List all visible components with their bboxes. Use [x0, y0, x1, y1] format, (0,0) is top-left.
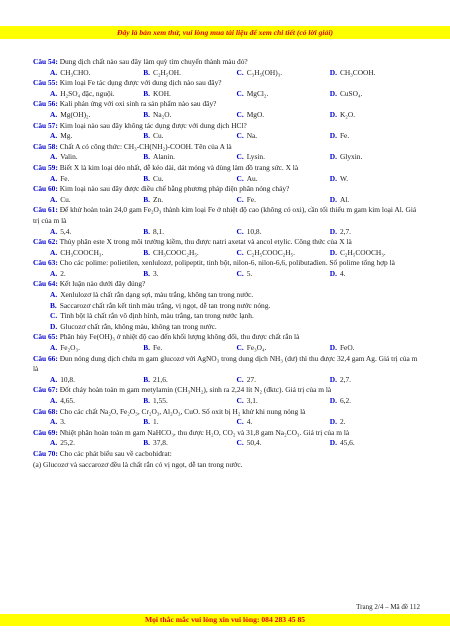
option-text: 10,8.: [246, 226, 262, 236]
answer-statement: [33, 322, 423, 333]
option-text: Mg(OH)₂.: [60, 109, 91, 119]
option-text: H₂SO₄ đặc, nguội.: [60, 88, 115, 98]
option-letter: D.: [329, 152, 337, 162]
answer-options: [33, 110, 423, 121]
option-text: 27.: [246, 374, 256, 384]
option-text: Fe.: [153, 343, 163, 353]
question-block: [33, 332, 423, 353]
answer-option: [50, 227, 143, 238]
option-letter: C.: [236, 343, 244, 353]
option-letter: A.: [50, 173, 58, 183]
question-text: Cho các polime: polietilen, xenlulozơ, polipeptit, tinh bột, nilon-6, nilon-6,6, polibutađien. Số polime tổng hợp là: [59, 258, 395, 268]
option-text: CH₃COOCH₃.: [60, 247, 104, 257]
option-text: Na.: [246, 131, 258, 141]
option-text: 1,55.: [153, 396, 168, 405]
option-text: Fe.: [339, 131, 350, 141]
option-text: W.: [339, 173, 349, 183]
option-letter: A.: [50, 152, 58, 162]
question-stem: [33, 142, 423, 153]
question-number: Câu 62:: [33, 237, 58, 247]
option-text: CuSO₄.: [339, 88, 363, 98]
answer-option: [50, 195, 143, 206]
question-text: Kết luận nào dưới đây đúng?: [59, 279, 146, 289]
option-text: 2,7.: [339, 374, 352, 384]
answer-option: [237, 131, 330, 142]
question-number: Câu 70:: [33, 448, 58, 458]
option-text: Cu.: [60, 194, 71, 204]
question-stem: [33, 184, 423, 195]
option-text: Cu.: [153, 131, 164, 141]
answer-options: [33, 269, 423, 280]
option-text: MgO.: [246, 109, 265, 119]
question-block: [33, 428, 423, 449]
option-text: CH₃CHO.: [60, 67, 91, 77]
question-text: Chất A có công thức: CH₃-CH(NH₂)-COOH. Tên của A là: [59, 141, 232, 151]
option-text: 21,6.: [153, 374, 168, 384]
contact-banner: Mọi thắc mắc vui lòng xin vui lòng: 084 283 45 85: [0, 614, 450, 626]
option-text: 10,8.: [60, 374, 75, 384]
option-letter: B.: [143, 88, 151, 98]
option-letter: C.: [236, 67, 244, 77]
option-letter: D.: [329, 131, 337, 141]
question-stem: [33, 237, 423, 248]
question-text: Kim loại nào sau đây không tác dụng được với dung dịch HCl?: [59, 120, 247, 130]
option-text: C₂H₅OH.: [153, 67, 181, 77]
answer-option: [330, 248, 423, 259]
question-text: Thủy phân este X trong môi trường kiềm, thu được natri axetat và ancol etylic. Công thức của X là: [59, 237, 352, 247]
option-text: 8,1.: [153, 226, 165, 236]
option-text: Glucozơ chất rắn, không màu, không tan trong nước.: [60, 321, 217, 331]
option-letter: D.: [329, 374, 337, 384]
question-number: Câu 67:: [33, 385, 58, 395]
question-stem: [33, 99, 423, 110]
answer-option: [237, 110, 330, 121]
option-letter: C.: [236, 396, 244, 405]
option-text: C₂H₅COOC₂H₅.: [246, 247, 295, 257]
question-number: Câu 63:: [33, 258, 58, 268]
question-number: Câu 64:: [33, 279, 58, 289]
question-block: [33, 279, 423, 332]
option-text: Lysin.: [246, 152, 265, 162]
page-footer: Trang 2/4 – Mã đề 112: [356, 603, 420, 611]
option-text: Na₂O.: [153, 109, 172, 119]
question-stem: [33, 121, 423, 132]
answer-option: [237, 343, 330, 354]
question-block: [33, 142, 423, 163]
statement-line: (a) Glucozơ và saccarozơ đều là chất rắn có vị ngọt, dễ tan trong nước.: [33, 459, 243, 469]
question-stem: [33, 163, 423, 174]
answer-option: [50, 68, 143, 79]
option-letter: D.: [329, 67, 337, 77]
answer-option: [330, 89, 423, 100]
answer-options: [33, 68, 423, 79]
answer-option: [50, 131, 143, 142]
question-block: [33, 99, 423, 120]
question-stem: [33, 428, 423, 439]
answer-option: [330, 269, 423, 280]
option-text: C₃H₅(OH)₃.: [246, 67, 283, 77]
option-text: MgCl₂.: [246, 88, 269, 98]
option-text: Valin.: [60, 152, 78, 162]
question-stem: [33, 407, 423, 418]
question-list: [33, 57, 423, 470]
option-text: 4.: [246, 417, 253, 427]
question-number: Câu 59:: [33, 162, 58, 172]
question-number: Câu 69:: [33, 427, 58, 437]
option-text: 25,2.: [60, 438, 75, 448]
answer-option: [50, 110, 143, 121]
option-letter: A.: [50, 290, 58, 300]
question-stem: [33, 78, 423, 89]
answer-option: [143, 248, 236, 259]
answer-options: [33, 174, 423, 185]
option-letter: C.: [236, 268, 244, 278]
question-number: Câu 55:: [33, 78, 58, 88]
answer-option: [330, 343, 423, 354]
option-letter: D.: [329, 226, 337, 236]
option-text: 6,2.: [339, 396, 352, 405]
option-letter: B.: [143, 374, 151, 384]
option-letter: B.: [50, 300, 57, 310]
option-letter: D.: [329, 109, 337, 119]
option-letter: B.: [143, 226, 151, 236]
option-letter: C.: [50, 311, 58, 321]
option-text: 4.: [339, 268, 346, 278]
answer-options: [33, 227, 423, 238]
question-text: Dung dịch chất nào sau đây làm quỳ tím chuyển thành màu đỏ?: [59, 57, 248, 66]
answer-option: [237, 396, 330, 407]
answer-option: [143, 343, 236, 354]
option-text: 2,7.: [339, 226, 352, 236]
question-block: [33, 78, 423, 99]
option-text: Tinh bột là chất rắn vô định hình, màu trắng, tan trong nước lạnh.: [60, 311, 254, 321]
option-text: 2.: [60, 268, 66, 278]
answer-options: [33, 131, 423, 142]
option-letter: D.: [329, 247, 337, 257]
question-stem: [33, 332, 423, 343]
option-text: K₂O.: [339, 109, 356, 119]
option-letter: B.: [143, 109, 151, 119]
option-letter: B.: [143, 396, 151, 405]
question-stem: [33, 205, 423, 226]
option-letter: B.: [143, 173, 151, 183]
answer-options: [33, 152, 423, 163]
answer-option: [330, 417, 423, 428]
question-text: Để khử hoàn toàn 24,0 gam Fe₂O₃ thành kim loại Fe ở nhiệt độ cao (không có oxi), cần tối thiểu m gam kim loại Al. Giá trị của m là: [33, 205, 417, 225]
option-letter: D.: [50, 321, 58, 331]
option-text: Saccarozơ chất rắn kết tinh màu trắng, vị ngọt, dễ tan trong nước nóng.: [59, 300, 271, 310]
question-text: Cho các chất Na₂O, Fe₂O₃, Cr₂O₃, Al₂O₃, CuO. Số oxit bị H₂ khử khi nung nóng là: [59, 406, 306, 416]
option-letter: C.: [236, 173, 244, 183]
answer-option: [330, 195, 423, 206]
option-letter: D.: [329, 438, 337, 448]
answer-option: [143, 396, 236, 407]
option-text: Fe.: [60, 173, 70, 183]
question-text: Nhiệt phân hoàn toàn m gam NaHCO₃, thu được H₂O, CO₂ và 31,8 gam Na₂CO₃. Giá trị của m là: [59, 427, 350, 437]
option-letter: D.: [329, 417, 337, 427]
answer-option: [50, 417, 143, 428]
question-number: Câu 58:: [33, 141, 58, 151]
answer-option: [50, 375, 143, 386]
answer-options: [33, 417, 423, 428]
question-number: Câu 54:: [33, 57, 58, 66]
option-letter: C.: [236, 226, 244, 236]
option-letter: C.: [236, 247, 244, 257]
option-letter: B.: [143, 131, 151, 141]
answer-option: [143, 417, 236, 428]
question-text: Biết X là kim loại dẻo nhất, dễ kéo dài, dát mỏng và dùng làm đồ trang sức. X là: [59, 162, 299, 172]
option-letter: A.: [50, 194, 58, 204]
option-letter: D.: [329, 396, 337, 405]
answer-option: [330, 438, 423, 449]
answer-option: [50, 396, 143, 407]
answer-option: [143, 195, 236, 206]
option-letter: A.: [50, 417, 58, 427]
question-stem: [33, 385, 423, 396]
question-number: Câu 56:: [33, 99, 58, 109]
answer-options: [33, 195, 423, 206]
option-text: Cu.: [153, 173, 164, 183]
option-text: Xenlulozơ là chất rắn dạng sợi, màu trắng, không tan trong nước.: [60, 290, 254, 300]
option-letter: D.: [329, 173, 337, 183]
answer-option: [50, 269, 143, 280]
question-number: Câu 68:: [33, 406, 58, 416]
option-text: 5.: [246, 268, 253, 278]
option-text: 3.: [60, 417, 66, 427]
question-block: [33, 121, 423, 142]
option-text: 3.: [153, 268, 159, 278]
option-letter: A.: [50, 67, 58, 77]
answer-option: [330, 68, 423, 79]
answer-option: [50, 89, 143, 100]
option-text: 3,1.: [246, 396, 258, 405]
answer-option: [143, 174, 236, 185]
answer-statement: [33, 311, 423, 322]
answer-option: [237, 174, 330, 185]
question-number: Câu 65:: [33, 332, 58, 342]
answer-option: [237, 417, 330, 428]
question-stem: [33, 279, 423, 290]
answer-option: [237, 195, 330, 206]
option-letter: C.: [236, 152, 244, 162]
option-text: Fe.: [246, 194, 256, 204]
answer-statement: [33, 290, 423, 301]
question-stem: [33, 449, 423, 460]
answer-option: [330, 131, 423, 142]
option-letter: B.: [143, 268, 151, 278]
option-letter: D.: [329, 88, 337, 98]
answer-option: [330, 110, 423, 121]
preview-banner: Đây là bản xem thử, vui lòng mua tài liệu để xem chi tiết (có lời giải): [0, 26, 450, 39]
question-block: [33, 449, 423, 460]
answer-options: [33, 89, 423, 100]
question-number: Câu 57:: [33, 120, 58, 130]
option-letter: C.: [236, 109, 244, 119]
question-stem: [33, 57, 423, 68]
option-text: 50,4.: [246, 438, 262, 448]
answer-option: [237, 248, 330, 259]
option-text: C₂H₅COOCH₃.: [339, 247, 386, 257]
question-block: [33, 385, 423, 406]
option-text: 1.: [153, 417, 159, 427]
question-block: [33, 354, 423, 386]
option-text: Mg.: [60, 131, 73, 141]
question-number: Câu 60:: [33, 184, 58, 194]
answer-option: [330, 396, 423, 407]
answer-options: [33, 396, 423, 407]
answer-options: [33, 248, 423, 259]
option-text: KOH.: [153, 88, 171, 98]
question-text: Đun nóng dung dịch chứa m gam glucozơ với AgNO₃ trong dung dịch NH₃ (dư) thì thu được 32,4 gam Ag. Giá trị của m là: [33, 353, 418, 374]
option-text: 5,4.: [60, 226, 72, 236]
question-text: Cho các phát biểu sau về cacbohiđrat:: [59, 448, 172, 458]
option-text: 45,6.: [339, 438, 355, 448]
answer-option: [50, 438, 143, 449]
answer-option: [330, 152, 423, 163]
option-letter: D.: [329, 268, 337, 278]
option-letter: C.: [236, 131, 244, 141]
answer-option: [143, 438, 236, 449]
answer-option: [143, 68, 236, 79]
option-letter: A.: [50, 131, 58, 141]
answer-option: [143, 89, 236, 100]
option-letter: A.: [50, 396, 58, 405]
answer-option: [237, 227, 330, 238]
option-letter: B.: [143, 67, 151, 77]
question-block: [33, 258, 423, 279]
option-text: Al.: [339, 194, 350, 204]
answer-option: [237, 438, 330, 449]
answer-option: [143, 227, 236, 238]
question-text: Kim loại nào sau đây được điều chế bằng phương pháp điện phân nóng chảy?: [59, 184, 290, 194]
answer-option: [330, 227, 423, 238]
answer-option: [50, 248, 143, 259]
question-stem: [33, 258, 423, 269]
answer-option: [143, 110, 236, 121]
option-letter: B.: [143, 343, 151, 353]
option-letter: B.: [143, 194, 151, 204]
option-text: 4,65.: [60, 396, 75, 405]
question-text: Kim loại Fe tác dụng được với dung dịch nào sau đây?: [59, 78, 222, 88]
answer-option: [50, 152, 143, 163]
option-text: Fe₃O₄.: [246, 343, 267, 353]
option-text: Au.: [246, 173, 258, 183]
question-block: [33, 237, 423, 258]
option-letter: B.: [143, 438, 151, 448]
option-text: CH₃COOC₂H₅.: [153, 247, 199, 257]
answer-option: [237, 375, 330, 386]
option-text: Glyxin.: [339, 152, 363, 162]
answer-statement: [33, 301, 423, 312]
option-letter: B.: [143, 247, 151, 257]
option-letter: C.: [236, 88, 244, 98]
question-number: Câu 61:: [33, 205, 58, 215]
option-letter: A.: [50, 247, 58, 257]
question-text: Kali phản ứng với oxi sinh ra sản phẩm nào sau đây?: [59, 99, 217, 109]
option-letter: D.: [329, 343, 337, 353]
answer-option: [237, 89, 330, 100]
question-stem: [33, 354, 423, 375]
question-block: [33, 57, 423, 78]
question-text: Đốt cháy hoàn toàn m gam metylamin (CH₃NH₂), sinh ra 2,24 lít N₂ (đktc). Giá trị của m là: [59, 385, 332, 395]
answer-option: [330, 174, 423, 185]
answer-option: [143, 131, 236, 142]
answer-option: [50, 343, 143, 354]
question-block: [33, 163, 423, 184]
question-block: [33, 407, 423, 428]
question-number: Câu 66:: [33, 353, 58, 363]
option-text: Zn.: [153, 194, 164, 204]
option-letter: A.: [50, 268, 58, 278]
answer-option: [143, 375, 236, 386]
option-text: FeO.: [339, 343, 355, 353]
answer-options: [33, 375, 423, 386]
option-letter: C.: [236, 194, 244, 204]
option-letter: B.: [143, 417, 151, 427]
answer-options: [33, 343, 423, 354]
answer-option: [237, 68, 330, 79]
option-letter: A.: [50, 374, 58, 384]
option-text: 37,8.: [153, 438, 168, 448]
option-letter: D.: [329, 194, 337, 204]
option-letter: A.: [50, 88, 58, 98]
option-letter: C.: [236, 417, 244, 427]
question-text: Phân hủy Fe(OH)₃ ở nhiệt độ cao đến khối lượng không đổi, thu được chất rắn là: [59, 332, 300, 342]
question-block: [33, 205, 423, 237]
option-text: CH₃COOH.: [339, 67, 376, 77]
answer-option: [237, 152, 330, 163]
option-letter: A.: [50, 109, 58, 119]
option-text: 2.: [339, 417, 346, 427]
answer-option: [330, 375, 423, 386]
option-letter: B.: [143, 152, 151, 162]
answer-option: [237, 269, 330, 280]
option-letter: C.: [236, 438, 244, 448]
answer-option: [50, 174, 143, 185]
option-letter: A.: [50, 343, 58, 353]
option-letter: C.: [236, 374, 244, 384]
option-letter: A.: [50, 438, 58, 448]
answer-option: [143, 152, 236, 163]
option-letter: A.: [50, 226, 58, 236]
answer-option: [143, 269, 236, 280]
option-text: Alanin.: [153, 152, 175, 162]
answer-options: [33, 438, 423, 449]
question-block: [33, 184, 423, 205]
option-text: Fe₂O₃.: [60, 343, 80, 353]
